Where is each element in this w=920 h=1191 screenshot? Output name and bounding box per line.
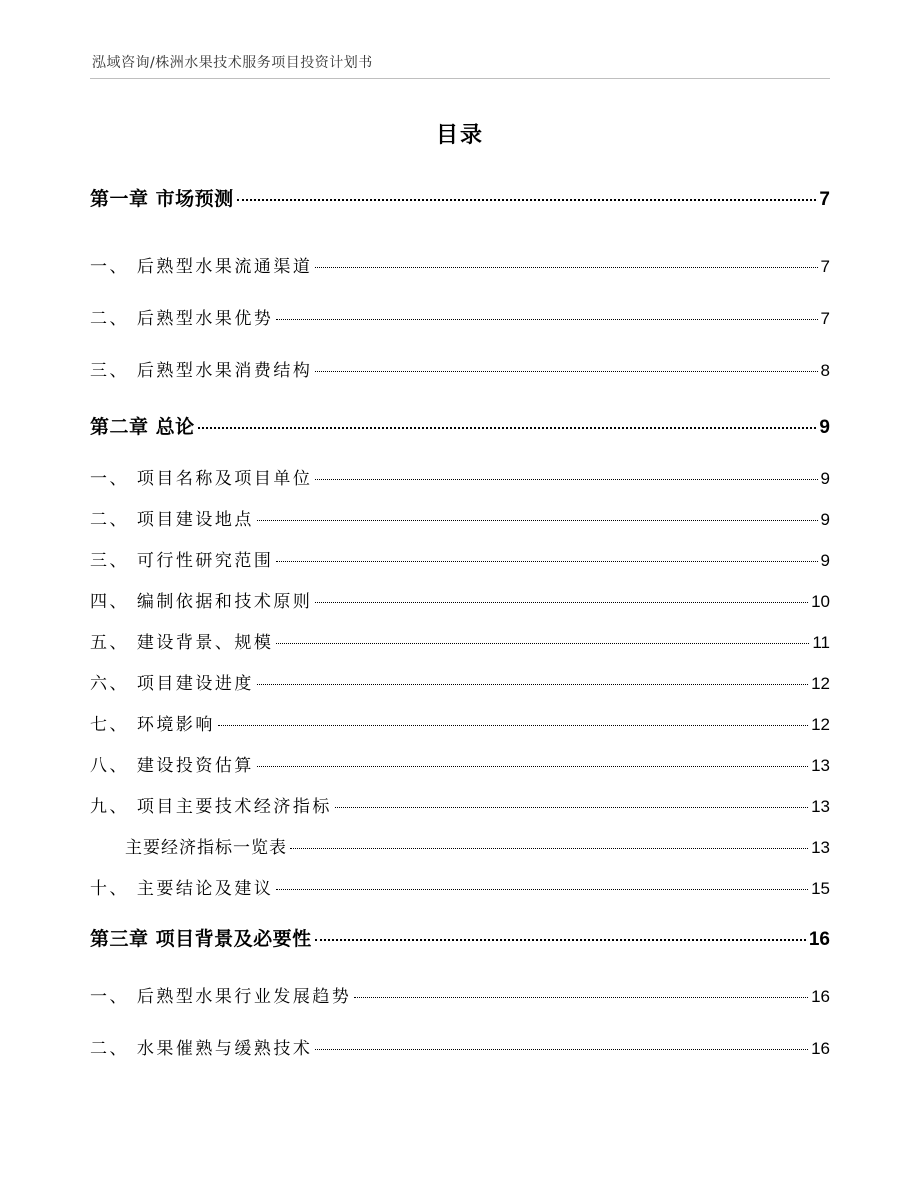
toc-entry-label: 四、 编制依据和技术原则	[90, 592, 313, 612]
toc-entry-page: 15	[811, 879, 830, 898]
toc-entry-label: 七、 环境影响	[90, 715, 215, 735]
toc-entry-section[interactable]	[90, 505, 830, 530]
toc-entry-label: 二、 后熟型水果优势	[90, 309, 274, 329]
toc-entry-table[interactable]	[125, 833, 830, 858]
toc-entry-page: 13	[811, 838, 830, 857]
header-divider	[90, 78, 830, 79]
toc-entry-page: 16	[811, 1039, 830, 1058]
toc-entry-section[interactable]	[90, 874, 830, 899]
dot-leader	[276, 561, 817, 562]
toc-entry-label: 主要经济指标一览表	[125, 838, 287, 858]
toc-entry-page: 13	[811, 756, 830, 775]
toc-entry-label: 一、 项目名称及项目单位	[90, 469, 313, 489]
dot-leader	[315, 939, 806, 941]
toc-entry-label: 二、 水果催熟与缓熟技术	[90, 1039, 313, 1059]
toc-entry-section[interactable]	[90, 710, 830, 735]
toc-entry-section[interactable]	[90, 252, 830, 277]
toc-entry-page: 13	[811, 797, 830, 816]
toc-entry-page: 16	[808, 929, 830, 950]
toc-entry-label: 一、 后熟型水果流通渠道	[90, 257, 313, 277]
dot-leader	[315, 602, 808, 603]
toc-title: 目录	[435, 123, 484, 148]
dot-leader	[276, 889, 808, 890]
toc-entry-page: 7	[819, 189, 830, 210]
dot-leader	[290, 848, 808, 849]
toc-entry-page: 12	[811, 674, 830, 693]
dot-leader	[276, 319, 817, 320]
toc-entry-chapter-3[interactable]	[90, 924, 830, 951]
toc-entry-label: 一、 后熟型水果行业发展趋势	[90, 987, 352, 1007]
toc-entry-page: 9	[820, 551, 830, 570]
toc-entry-label: 二、 项目建设地点	[90, 510, 254, 530]
toc-entry-section[interactable]	[90, 628, 830, 653]
toc-entry-section[interactable]	[90, 792, 830, 817]
toc-entry-section[interactable]	[90, 1034, 830, 1059]
dot-leader	[257, 766, 808, 767]
toc-entry-label: 三、 可行性研究范围	[90, 551, 274, 571]
toc-entry-section[interactable]	[90, 304, 830, 329]
dot-leader	[315, 1049, 808, 1050]
toc-entry-section[interactable]	[90, 669, 830, 694]
toc-entry-section[interactable]	[90, 982, 830, 1007]
toc-entry-page: 7	[820, 309, 830, 328]
dot-leader	[276, 643, 809, 644]
toc-entry-chapter-1[interactable]	[90, 184, 830, 211]
running-header: 泓域咨询/株洲水果技术服务项目投资计划书	[92, 55, 373, 71]
dot-leader	[315, 479, 817, 480]
toc-entry-label: 第三章 项目背景及必要性	[90, 928, 312, 950]
dot-leader	[315, 267, 817, 268]
dot-leader	[198, 427, 817, 429]
toc-entry-section[interactable]	[90, 546, 830, 571]
toc-entry-page: 8	[820, 361, 830, 380]
dot-leader	[218, 725, 808, 726]
toc-entry-section[interactable]	[90, 464, 830, 489]
toc-entry-page: 9	[820, 510, 830, 529]
toc-entry-section[interactable]	[90, 751, 830, 776]
toc-entry-label: 第二章 总论	[90, 416, 195, 438]
toc-entry-page: 7	[820, 257, 830, 276]
toc-entry-section[interactable]	[90, 587, 830, 612]
toc-entry-label: 三、 后熟型水果消费结构	[90, 361, 313, 381]
toc-entry-page: 9	[820, 469, 830, 488]
toc-entry-label: 五、 建设背景、规模	[90, 633, 274, 653]
toc-entry-page: 12	[811, 715, 830, 734]
toc-entry-section[interactable]	[90, 356, 830, 381]
toc-entry-label: 第一章 市场预测	[90, 188, 234, 210]
dot-leader	[335, 807, 808, 808]
dot-leader	[237, 199, 817, 201]
toc-entry-page: 10	[811, 592, 830, 611]
dot-leader	[257, 684, 808, 685]
toc-entry-chapter-2[interactable]	[90, 412, 830, 439]
toc-entry-page: 16	[811, 987, 830, 1006]
dot-leader	[354, 997, 808, 998]
toc-entry-label: 九、 项目主要技术经济指标	[90, 797, 332, 817]
dot-leader	[257, 520, 818, 521]
toc-entry-label: 六、 项目建设进度	[90, 674, 254, 694]
toc-entry-label: 十、 主要结论及建议	[90, 879, 274, 899]
dot-leader	[315, 371, 817, 372]
toc-entry-page: 11	[812, 633, 830, 652]
toc-entry-page: 9	[819, 417, 830, 438]
toc-entry-label: 八、 建设投资估算	[90, 756, 254, 776]
